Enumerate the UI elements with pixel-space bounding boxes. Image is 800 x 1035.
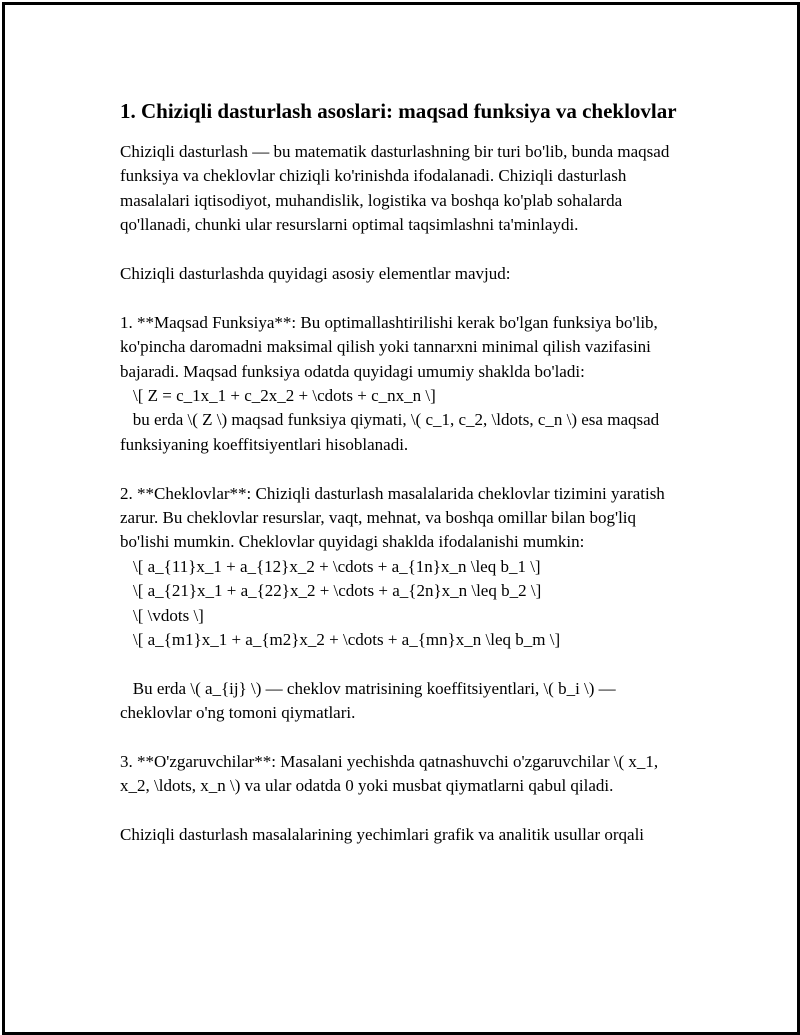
constraint-formula-vdots: \[ \vdots \] <box>133 605 204 625</box>
item-objective-function-text: 1. **Maqsad Funksiya**: Bu optimallashtirilishi kerak bo'lgan funksiya bo'lib, ko'pincha daromadni maksimal qilish yoki tannarxni minimal qilish vazifasini bajaradi. Maqsad funksiya odatda quyidagi umumiy shaklda bo'ladi: <box>120 312 663 381</box>
paragraph-gap <box>120 652 680 676</box>
elements-intro-paragraph: Chiziqli dasturlashda quyidagi asosiy elementlar mavjud: <box>120 264 511 284</box>
intro-paragraph: Chiziqli dasturlash — bu matematik dasturlashning bir turi bo'lib, bunda maqsad funksiya va cheklovlar chiziqli ko'rinishda ifodalanadi. Chiziqli dasturlash masalalari iqtisodiyot, muhandislik, logistika va boshqa ko'plab sohalarda qo'llanadi, chunki ular resurslarni optimal taqsimlashni ta'minlaydi. <box>120 142 674 235</box>
document-body <box>120 98 680 848</box>
constraint-formula-m: \[ a_{m1}x_1 + a_{m2}x_2 + \cdots + a_{mn}x_n \leq b_m \] <box>133 630 561 650</box>
document-title: 1. Chiziqli dasturlash asoslari: maqsad funksiya va cheklovlar <box>120 99 677 123</box>
closing-paragraph: Chiziqli dasturlash masalalarining yechimlari grafik va analitik usullar orqali <box>120 825 645 845</box>
item-constraints-text: 2. **Cheklovlar**: Chiziqli dasturlash masalalarida cheklovlar tizimini yaratish zarur. Bu cheklovlar resurslar, vaqt, mehnat, va boshqa omillar bilan bog'liq bo'lishi mumkin. Cheklovlar quyidagi shaklda ifodalanishi mumkin: <box>120 483 670 552</box>
document-page <box>2 2 800 1035</box>
paragraph-gap <box>120 238 680 262</box>
item-variables-text: 3. **O'zgaruvchilar**: Masalani yechishda qatnashuvchi o'zgaruvchilar \( x_1, x_2, \ldots, x_n \) va ular odatda 0 yoki musbat qiymatlarni qabul qiladi. <box>120 752 663 796</box>
paragraph-gap <box>120 286 680 310</box>
constraint-formula-2: \[ a_{21}x_1 + a_{22}x_2 + \cdots + a_{2n}x_n \leq b_2 \] <box>133 581 542 601</box>
objective-function-note: bu erda \( Z \) maqsad funksiya qiymati, \( c_1, c_2, \ldots, c_n \) esa maqsad funksiyaning koeffitsiyentlari hisoblanadi. <box>120 410 664 454</box>
paragraph-gap <box>120 726 680 750</box>
paragraph-gap <box>120 799 680 823</box>
paragraph-gap <box>120 457 680 481</box>
objective-function-formula: \[ Z = c_1x_1 + c_2x_2 + \cdots + c_nx_n \] <box>133 386 436 406</box>
constraints-note: Bu erda \( a_{ij} \) — cheklov matrisining koeffitsiyentlari, \( b_i \) — cheklovlar o'ng tomoni qiymatlari. <box>120 678 620 723</box>
constraint-formula-1: \[ a_{11}x_1 + a_{12}x_2 + \cdots + a_{1n}x_n \leq b_1 \] <box>133 556 541 576</box>
